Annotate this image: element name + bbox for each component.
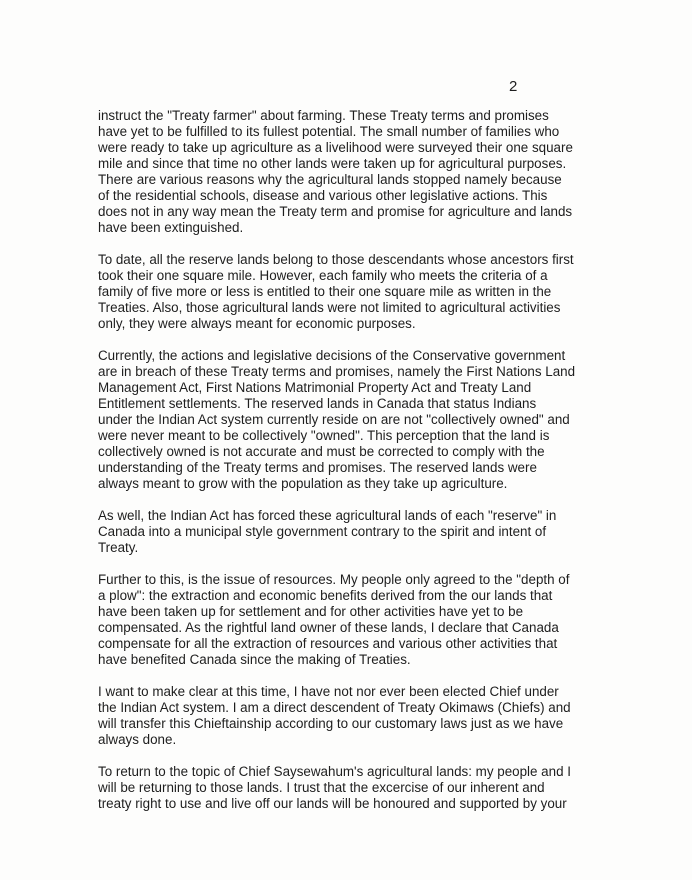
text-line: Currently, the actions and legislative decisions of the Conservative government xyxy=(98,348,566,363)
page-number: 2 xyxy=(509,78,518,95)
text-line: family of five more or less is entitled to their one square mile as written in the xyxy=(98,284,552,299)
text-line: have yet to be fulfilled to its fullest potential. The small number of families who xyxy=(98,124,560,139)
text-line: Management Act, First Nations Matrimonial Property Act and Treaty Land xyxy=(98,380,532,395)
text-line: will be returning to those lands. I trust that the excercise of our inherent and xyxy=(98,780,545,795)
text-line: are in breach of these Treaty terms and promises, namely the First Nations Land xyxy=(98,364,576,379)
text-line: were never meant to be collectively "owned". This perception that the land is xyxy=(98,428,550,443)
text-line: treaty right to use and live off our lands will be honoured and supported by your xyxy=(98,796,567,811)
text-line: Further to this, is the issue of resources. My people only agreed to the "depth of xyxy=(98,572,570,587)
text-line: a plow": the extraction and economic benefits derived from the our lands that xyxy=(98,588,553,603)
paragraph xyxy=(98,684,618,748)
text-line: were ready to take up agriculture as a livelihood were surveyed their one square xyxy=(98,140,573,155)
text-line: compensate for all the extraction of resources and various other activities that xyxy=(98,636,558,651)
text-line: always meant to grow with the population as they take up agriculture. xyxy=(98,476,508,491)
paragraph xyxy=(98,252,618,332)
text-line: always done. xyxy=(98,732,177,747)
text-line: under the Indian Act system currently reside on are not "collectively owned" and xyxy=(98,412,570,427)
paragraph xyxy=(98,348,618,492)
text-line: To date, all the reserve lands belong to those descendants whose ancestors first xyxy=(98,252,574,267)
text-line: collectively owned is not accurate and must be corrected to comply with the xyxy=(98,444,545,459)
text-line: Treaties. Also, those agricultural lands were not limited to agricultural activities xyxy=(98,300,561,315)
paragraph xyxy=(98,108,618,236)
text-line: the Indian Act system. I am a direct descendent of Treaty Okimaws (Chiefs) and xyxy=(98,700,571,715)
text-line: To return to the topic of Chief Saysewahum's agricultural lands: my people and I xyxy=(98,764,571,779)
text-line: took their one square mile. However, each family who meets the criteria of a xyxy=(98,268,548,283)
letter-body xyxy=(98,108,618,828)
text-line: have been taken up for settlement and for other activities have yet to be xyxy=(98,604,524,619)
paragraph xyxy=(98,508,618,556)
text-line: There are various reasons why the agricultural lands stopped namely because xyxy=(98,172,562,187)
text-line: will transfer this Chieftainship according to our customary laws just as we have xyxy=(98,716,564,731)
text-line: I want to make clear at this time, I have not nor ever been elected Chief under xyxy=(98,684,559,699)
paragraph xyxy=(98,764,618,812)
text-line: understanding of the Treaty terms and promises. The reserved lands were xyxy=(98,460,537,475)
text-line: mile and since that time no other lands were taken up for agricultural purposes. xyxy=(98,156,567,171)
text-line: have been extinguished. xyxy=(98,220,244,235)
text-line: of the residential schools, disease and various other legislative actions. This xyxy=(98,188,548,203)
text-line: does not in any way mean the Treaty term and promise for agriculture and lands xyxy=(98,204,573,219)
text-line: Treaty. xyxy=(98,540,139,555)
text-line: Canada into a municipal style government contrary to the spirit and intent of xyxy=(98,524,547,539)
text-line: instruct the "Treaty farmer" about farming. These Treaty terms and promises xyxy=(98,108,549,123)
text-line: only, they were always meant for economic purposes. xyxy=(98,316,416,331)
text-line: compensated. As the rightful land owner of these lands, I declare that Canada xyxy=(98,620,559,635)
paragraph xyxy=(98,572,618,668)
text-line: Entitlement settlements. The reserved lands in Canada that status Indians xyxy=(98,396,537,411)
text-line: As well, the Indian Act has forced these agricultural lands of each "reserve" in xyxy=(98,508,557,523)
text-line: have benefited Canada since the making of Treaties. xyxy=(98,652,411,667)
